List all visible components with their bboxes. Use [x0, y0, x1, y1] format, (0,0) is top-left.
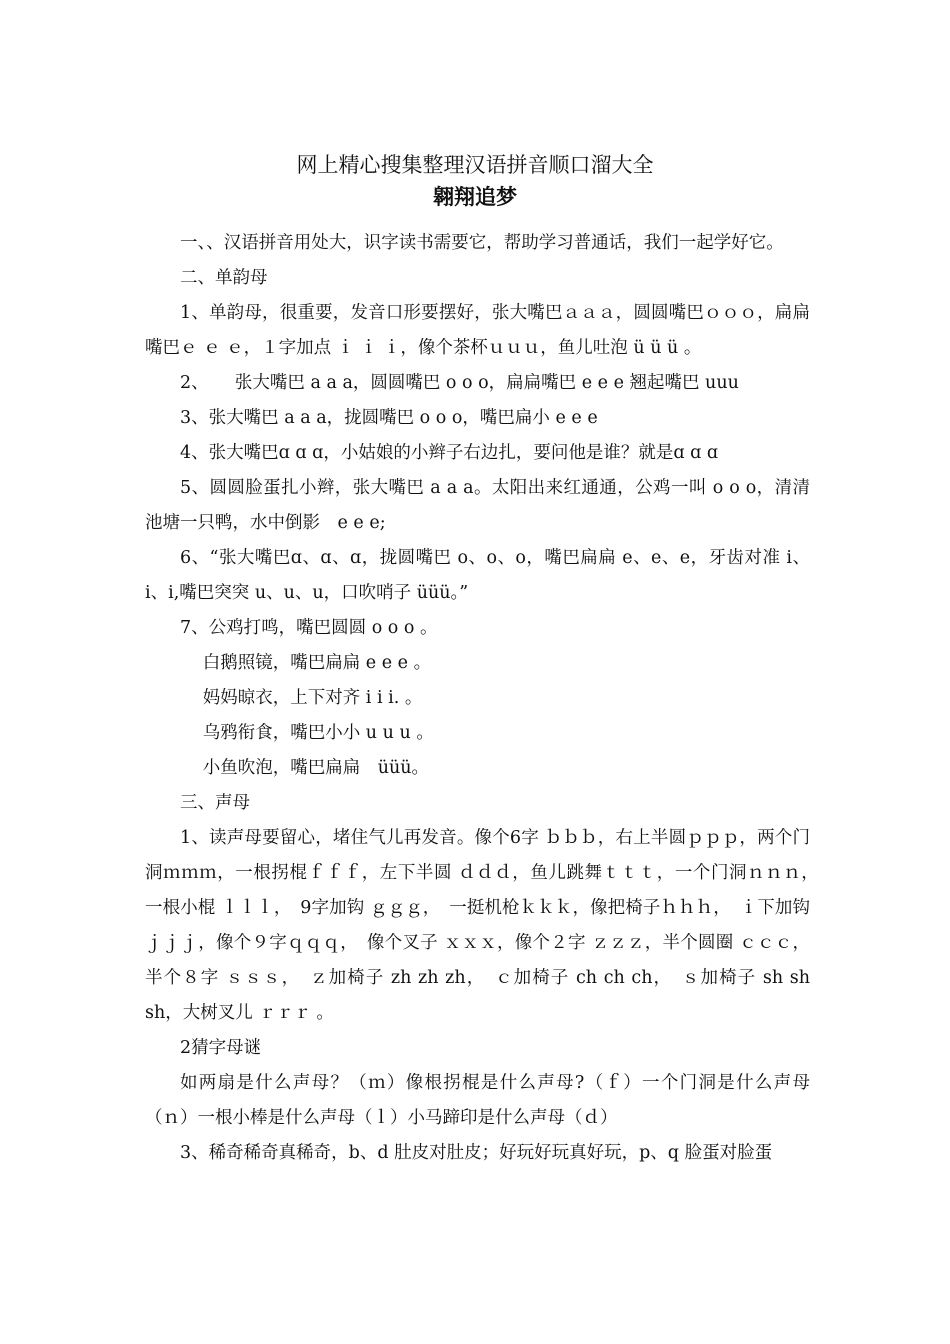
paragraph: 2、 张大嘴巴 a a a，圆圆嘴巴 o o o，扁扁嘴巴 e e e 翘起嘴巴 uuu: [180, 373, 739, 393]
document-body: [145, 226, 828, 1171]
paragraph: 3、稀奇稀奇真稀奇，b、d 肚皮对肚皮；好玩好玩真好玩，p、q 脸蛋对脸蛋: [180, 1143, 773, 1163]
paragraph: 5、圆圆脸蛋扎小辫，张大嘴巴 a a a。太阳出来红通通，公鸡一叫 o o o，清清池塘一只鸭，水中倒影 e e e;: [145, 478, 810, 533]
paragraph: 1、单韵母，很重要，发音口形要摆好，张大嘴巴ａａａ，圆圆嘴巴ｏｏｏ，扁扁嘴巴ｅ ｅ ｅ，１字加点 ｉ ｉ ｉ，像个茶杯ｕｕｕ，鱼儿吐泡 ü ü ü 。: [145, 303, 810, 358]
paragraph-verse: 小鱼吹泡，嘴巴扁扁 üüü。: [202, 758, 430, 778]
section-heading-initials: 三、声母: [180, 793, 250, 813]
paragraph: 4、张大嘴巴ɑ ɑ ɑ，小姑娘的小辫子右边扎，要问他是谁？就是ɑ ɑ ɑ: [180, 443, 719, 463]
section-heading-single-vowels: 二、单韵母: [180, 268, 268, 288]
paragraph-intro: 一、、汉语拼音用处大，识字读书需要它，帮助学习普通话，我们一起学好它。: [180, 233, 784, 253]
paragraph-verse: 白鹅照镜，嘴巴扁扁 e e e 。: [202, 653, 432, 673]
paragraph: 7、公鸡打鸣，嘴巴圆圆 o o o 。: [180, 618, 438, 638]
paragraph: 如两扇是什么声母？（ｍ）像根拐棍是什么声母?（ｆ）一个门洞是什么声母（ｎ）一根小棒是什么声母（ｌ）小马蹄印是什么声母（ｄ）: [145, 1073, 810, 1128]
paragraph: 1、读声母要留心，堵住气儿再发音。像个6字 ｂｂｂ，右上半圆ｐｐｐ，两个门洞ｍｍｍ，一根拐棍ｆｆｆ，左下半圆 ｄｄｄ，鱼儿跳舞ｔｔｔ，一个门洞ｎｎｎ， 一根小棍 ｌｌｌ， 9字加钩 ｇｇｇ， 一挺机枪ｋｋｋ，像把椅子ｈｈｈ， ｉ下加钩ｊｊｊ，像个９字ｑｑｑ， 像个叉子 ｘｘｘ，像个２字 ｚｚｚ，半个圆圈 ｃｃｃ，半个８字 ｓｓｓ， ｚ加椅子 zh zh zh， ｃ加椅子 ch ch ch， ｓ加椅子 sh sh sh，大树叉儿 ｒｒｒ 。: [145, 828, 828, 1023]
document-subtitle: 翱翔追梦: [433, 185, 517, 209]
paragraph-heading-riddles: 2猜字母谜: [180, 1038, 262, 1058]
paragraph: 6、“张大嘴巴ɑ、ɑ、ɑ，拢圆嘴巴 o、o、o，嘴巴扁扁 e、e、e，牙齿对准 i、i、i,嘴巴突突 u、u、u，口吹哨子 üüü。”: [145, 548, 810, 603]
document-title: 网上精心搜集整理汉语拼音顺口溜大全: [296, 153, 654, 177]
paragraph-verse: 妈妈晾衣，上下对齐 i i i. 。: [202, 688, 423, 708]
paragraph: 3、张大嘴巴 a a a，拢圆嘴巴 o o o，嘴巴扁小 e e e: [180, 408, 598, 428]
paragraph-verse: 乌鸦衔食，嘴巴小小 u u u 。: [202, 723, 434, 743]
